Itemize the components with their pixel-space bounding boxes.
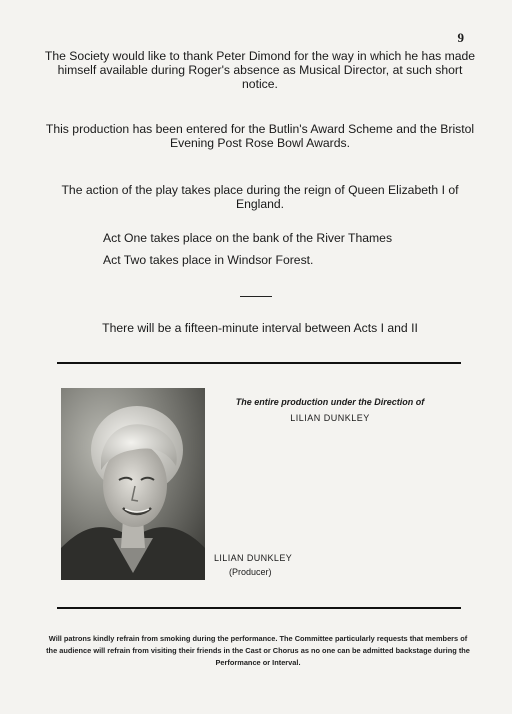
short-divider	[240, 296, 272, 297]
setting-paragraph: The action of the play takes place during the reign of Queen Elizabeth I of England.	[61, 183, 459, 211]
director-name: LILIAN DUNKLEY	[290, 413, 370, 423]
page-number: 9	[457, 30, 464, 45]
direction-credit-line: The entire production under the Direction of	[235, 397, 425, 407]
photo-caption-role: (Producer)	[229, 567, 272, 577]
bottom-divider	[57, 607, 461, 609]
act-one-line: Act One takes place on the bank of the River Thames	[103, 231, 393, 245]
audience-notice: Will patrons kindly refrain from smoking during the performance. The Committee particularly requests that members of the audience will refrain from visiting their friends in the Cast or Chorus as no one can be admitted backstage during the Performance or Interval.	[46, 634, 470, 667]
act-two-line: Act Two takes place in Windsor Forest.	[103, 253, 314, 267]
interval-notice: There will be a fifteen-minute interval between Acts I and II	[102, 321, 418, 335]
thanks-paragraph: The Society would like to thank Peter Dimond for the way in which he has made himself available during Roger's absence as Musical Director, at such short notice.	[44, 49, 476, 91]
photo-caption-name: LILIAN DUNKLEY	[214, 553, 293, 563]
awards-paragraph: This production has been entered for the Butlin's Award Scheme and the Bristol Evening Post Rose Bowl Awards.	[45, 122, 475, 150]
producer-photo	[61, 388, 205, 580]
top-divider	[57, 362, 461, 364]
